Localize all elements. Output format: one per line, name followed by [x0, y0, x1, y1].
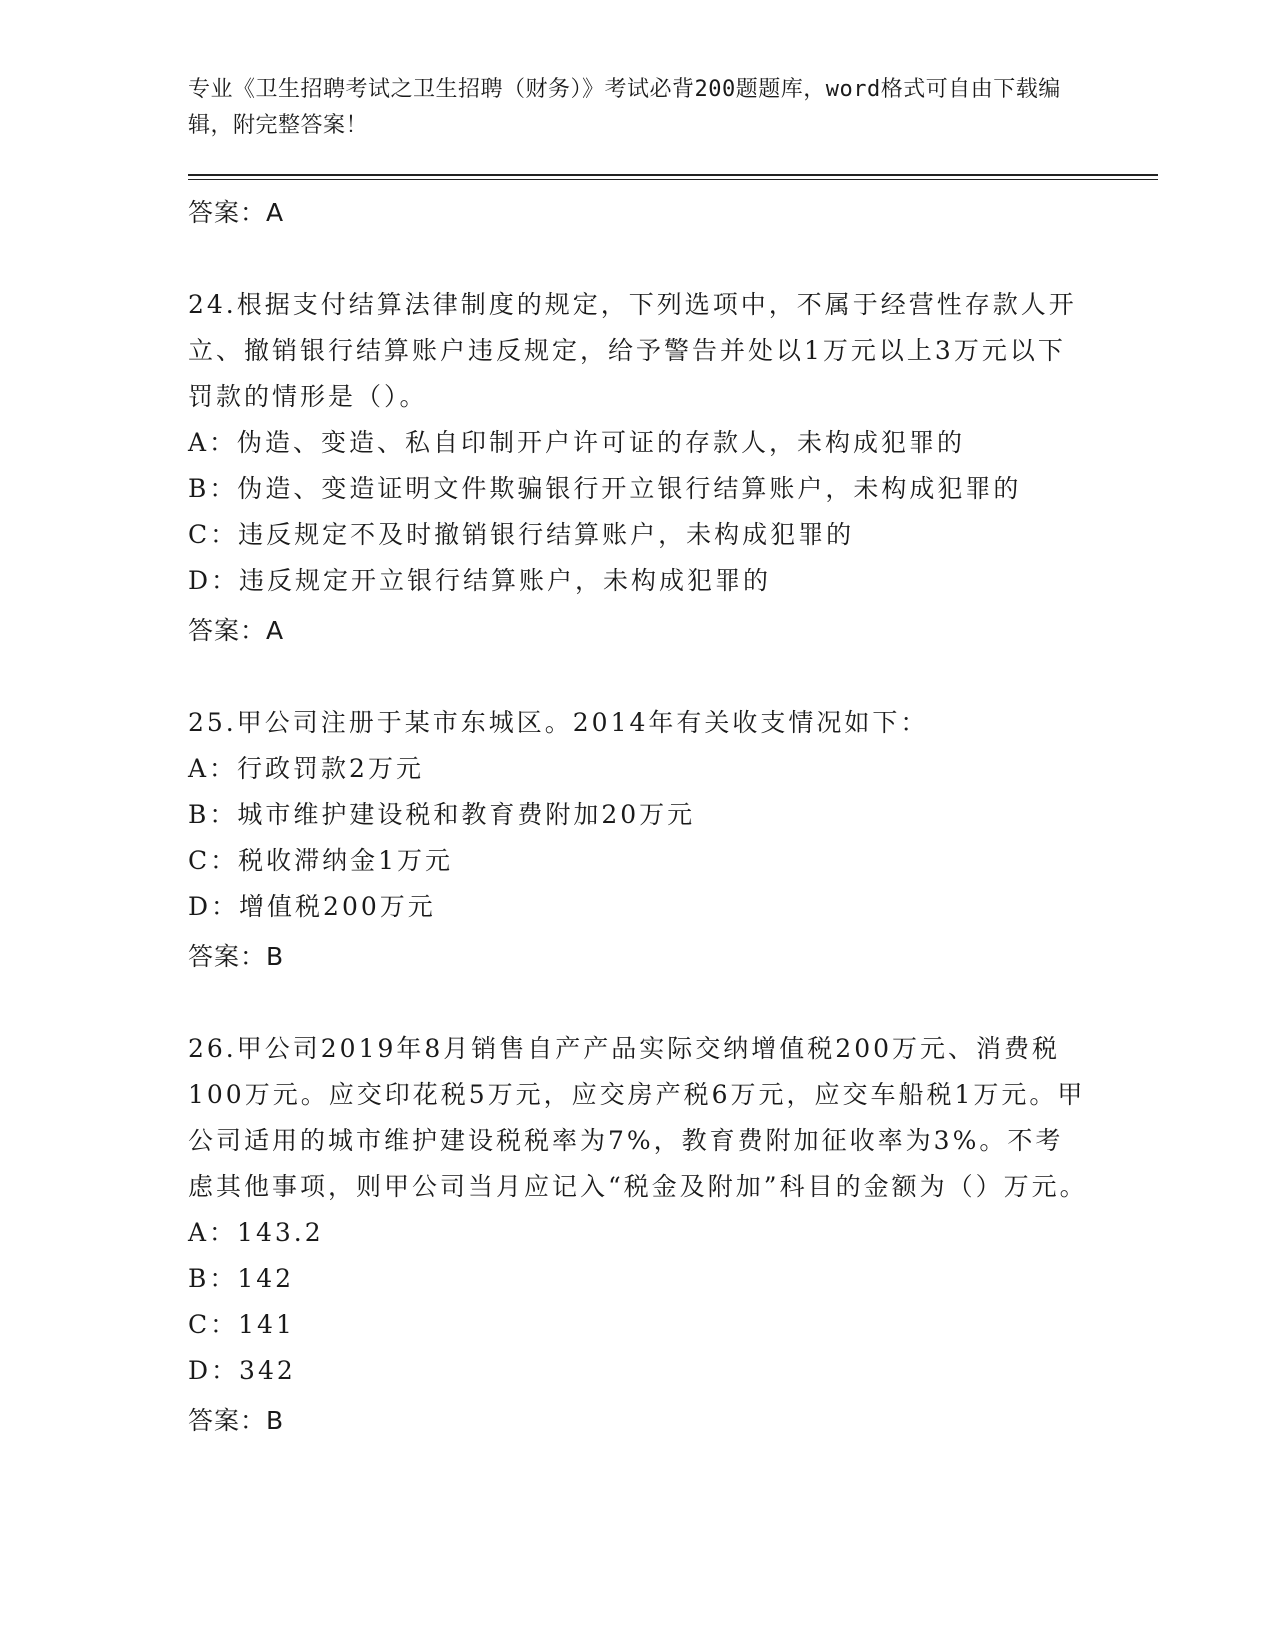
- question-25: [188, 700, 1158, 980]
- question-26: [188, 1026, 1158, 1444]
- question-stem: 24.根据支付结算法律制度的规定，下列选项中，不属于经营性存款人开立、撤销银行结算账户违反规定，给予警告并处以1万元以上3万元以下罚款的情形是（）。: [188, 290, 1077, 411]
- answer-line: 答案：B: [188, 1406, 285, 1435]
- option-a: A：143.2: [188, 1218, 324, 1247]
- header-title: 专业《卫生招聘考试之卫生招聘（财务）》考试必背200题题库，word格式可自由下载编辑，附完整答案！: [188, 77, 1061, 138]
- option-c: C：141: [188, 1310, 295, 1339]
- question-stem: 25.甲公司注册于某市东城区。2014年有关收支情况如下：: [188, 708, 929, 737]
- question-24: [188, 282, 1158, 654]
- option-d: D：增值税200万元: [188, 892, 436, 921]
- option-d: D：342: [188, 1356, 296, 1385]
- question-stem: 26.甲公司2019年8月销售自产产品实际交纳增值税200万元、消费税100万元。应交印花税5万元，应交房产税6万元，应交车船税1万元。甲公司适用的城市维护建设税税率为7%，教育费附加征收率为3%。不考虑其他事项，则甲公司当月应记入“税金及附加”科目的金额为（）万元。: [188, 1034, 1088, 1201]
- option-b: B：城市维护建设税和教育费附加20万元: [188, 800, 696, 829]
- option-b: B：伪造、变造证明文件欺骗银行开立银行结算账户，未构成犯罪的: [188, 474, 1022, 503]
- header-divider: [188, 174, 1158, 180]
- option-a: A：伪造、变造、私自印制开户许可证的存款人，未构成犯罪的: [188, 428, 966, 457]
- document-page: [188, 72, 1158, 1444]
- answer-line: 答案：B: [188, 942, 285, 971]
- option-d: D：违反规定开立银行结算账户，未构成犯罪的: [188, 566, 772, 595]
- answer-line: 答案：A: [188, 616, 285, 645]
- answer-line: 答案：A: [188, 198, 285, 227]
- question-list: [188, 190, 1158, 1444]
- option-b: B：142: [188, 1264, 295, 1293]
- document-header: [188, 72, 1078, 144]
- option-c: C：税收滞纳金1万元: [188, 846, 454, 875]
- option-c: C：违反规定不及时撤销银行结算账户，未构成犯罪的: [188, 520, 855, 549]
- option-a: A：行政罚款2万元: [188, 754, 424, 783]
